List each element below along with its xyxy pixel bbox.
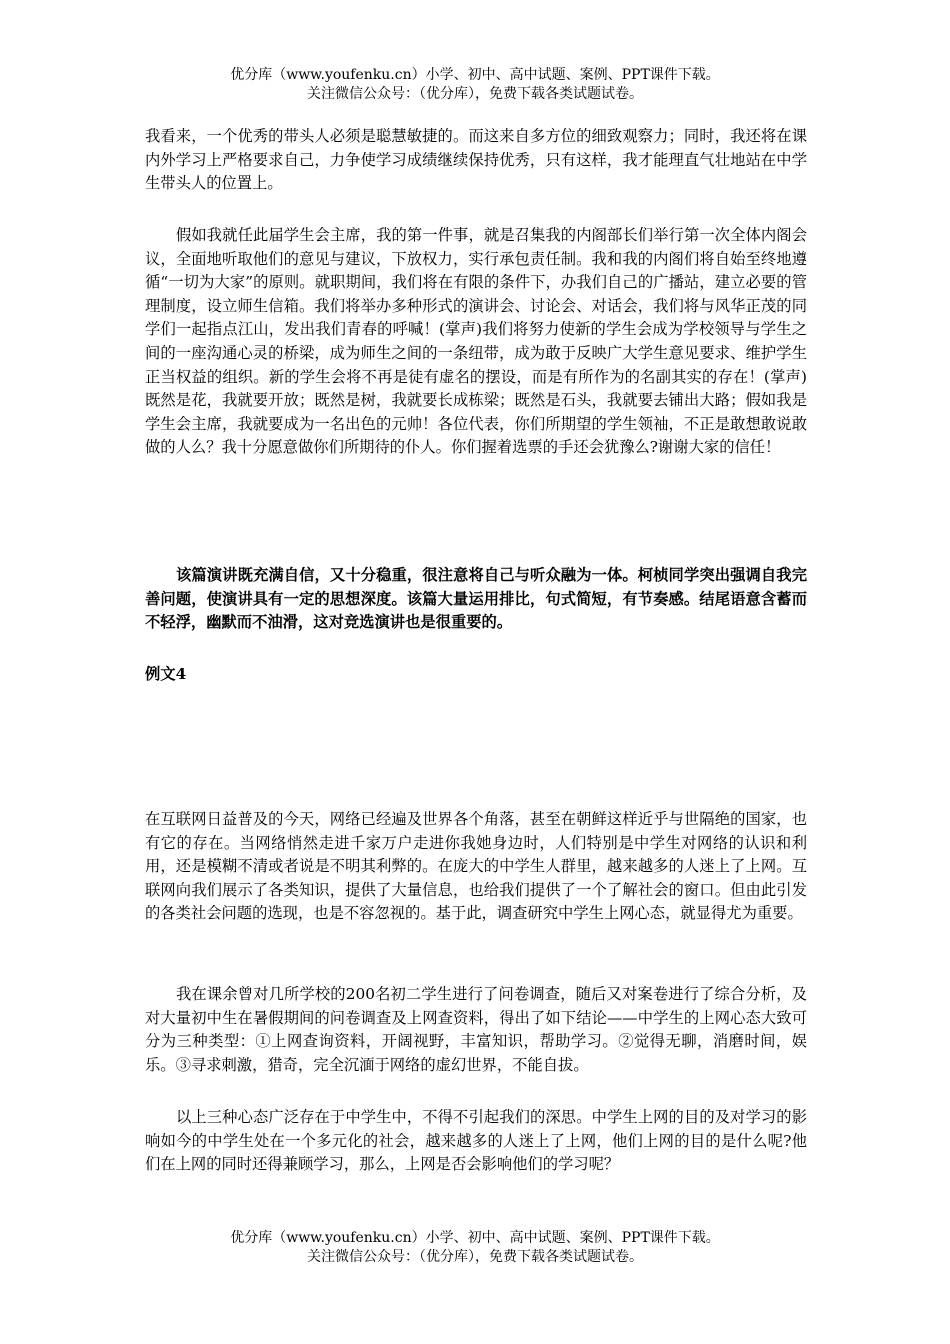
paragraph-4: 在互联网日益普及的今天，网络已经遍及世界各个角落，甚至在朝鲜这样近乎与世隔绝的国家，也有它的存在。当网络悄然走进千家万户走进你我她身边时，人们特别是中学生对网络的认识和利用，还是模糊不清或者说是不明其利弊的。在庞大的中学生人群里，越来越多的人迷上了上网。互联网向我们展示了各类知识，提供了大量信息，也给我们提供了一个了解社会的窗口。但由此引发的各类社会问题的选现，也是不容忽视的。基于此，调查研究中学生上网心态，就显得尤为重要。 bbox=[145, 810, 807, 923]
paragraph-5: 我在课余曾对几所学校的200名初二学生进行了问卷调查，随后又对案卷进行了综合分析，及对大量初中生在暑假期间的问卷调查及上网查资料，得出了如下结论——中学生的上网心态大致可分为三种类型：①上网查询资料，开阔视野，丰富知识，帮助学习。②觉得无聊，消磨时间，娱乐。③寻求刺激，猎奇，完全沉湎于网络的虚幻世界，不能自拔。 bbox=[145, 985, 807, 1074]
footer-line-2: 关注微信公众号：（优分库），免费下载各类试题试卷。 bbox=[307, 1249, 643, 1265]
header-line-1: 优分库（www.youfenku.cn）小学、初中、高中试题、案例、PPT课件下载。 bbox=[230, 67, 720, 83]
page-footer bbox=[0, 1229, 950, 1267]
example-label: 例文4 bbox=[145, 665, 187, 683]
footer-line-1: 优分库（www.youfenku.cn）小学、初中、高中试题、案例、PPT课件下载。 bbox=[230, 1230, 720, 1246]
commentary-paragraph: 该篇演讲既充满自信，又十分稳重，很注意将自己与听众融为一体。柯桢同学突出强调自我完善问题，使演讲具有一定的思想深度。该篇大量运用排比，句式简短，有节奏感。结尾语意含蓄而不轻浮，幽默而不油滑，这对竞选演讲也是很重要的。 bbox=[145, 566, 807, 632]
header-line-2: 关注微信公众号：（优分库），免费下载各类试题试卷。 bbox=[307, 86, 643, 102]
paragraph-2: 假如我就任此届学生会主席，我的第一件事，就是召集我的内阁部长们举行第一次全体内阁会议，全面地听取他们的意见与建议，下放权力，实行承包责任制。我和我的内阁们将自始至终地遵循“一切为大家”的原则。就职期间，我们将在有限的条件下，办我们自己的广播站，建立必要的管理制度，设立师生信箱。我们将举办多种形式的演讲会、讨论会、对话会，我们将与风华正茂的同学们一起指点江山，发出我们青春的呼喊！(掌声)我们将努力使新的学生会成为学校领导与学生之间的一座沟通心灵的桥梁，成为师生之间的一条纽带，成为敢于反映广大学生意见要求、维护学生正当权益的组织。新的学生会将不再是徒有虚名的摆设，而是有所作为的名副其实的存在！(掌声)既然是花，我就要开放；既然是树，我就要长成栋梁；既然是石头，我就要去铺出大路；假如我是学生会主席，我就要成为一名出色的元帅！各位代表，你们所期望的学生领袖，不正是敢想敢说敢做的人么？我十分愿意做你们所期待的仆人。你们握着选票的手还会犹豫么?谢谢大家的信任！ bbox=[145, 226, 807, 457]
paragraph-6: 以上三种心态广泛存在于中学生中，不得不引起我们的深思。中学生上网的目的及对学习的影响如今的中学生处在一个多元化的社会，越来越多的人迷上了上网，他们上网的目的是什么呢?他们在上网的同时还得兼顾学习，那么，上网是否会影响他们的学习呢？ bbox=[145, 1108, 807, 1174]
page-header bbox=[0, 66, 950, 104]
paragraph-1: 我看来，一个优秀的带头人必须是聪慧敏捷的。而这来自多方位的细致观察力；同时，我还将在课内外学习上严格要求自己，力争使学习成绩继续保持优秀，只有这样，我才能理直气壮地站在中学生带头人的位置上。 bbox=[145, 127, 807, 193]
